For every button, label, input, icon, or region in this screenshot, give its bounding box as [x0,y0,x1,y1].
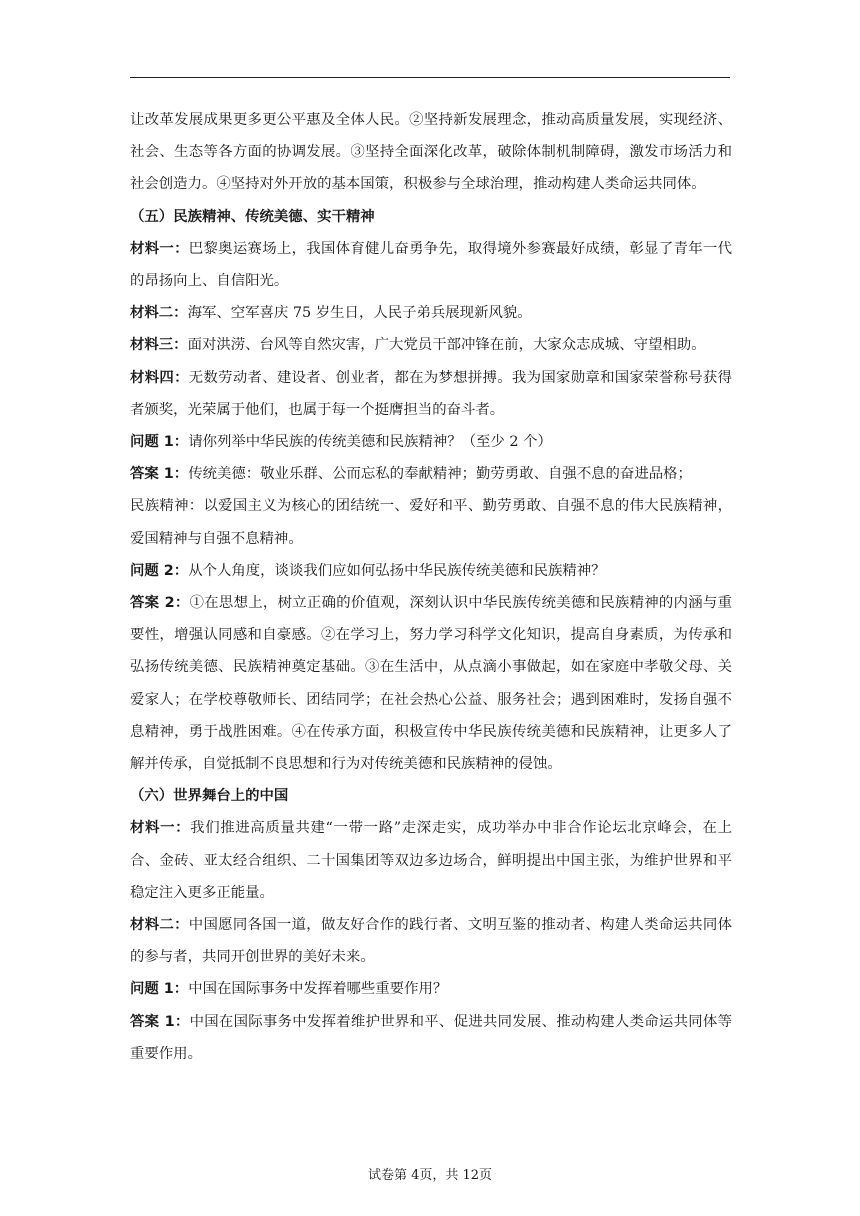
s5-question-1-label: 问题 1： [130,434,189,451]
s5-material-4-text: 无数劳动者、建设者、创业者，都在为梦想拼搏。我为国家勋章和国家荣誉称号获得者颁奖，光荣属于他们，也属于每一个挺膺担当的奋斗者。 [130,369,732,418]
s5-material-1 [130,233,732,297]
s5-answer-1-continued: 民族精神：以爱国主义为核心的团结统一、爱好和平、勤劳勇敢、自强不息的伟大民族精神，爱国精神与自强不息精神。 [130,498,732,547]
s5-question-2 [130,555,732,587]
page-footer: 试卷第 4页，共 12页 [367,1168,493,1183]
s5-material-4-label: 材料四： [130,369,189,386]
s5-material-4 [130,362,732,426]
s5-answer-1 [130,458,732,490]
s5-question-2-label: 问题 2： [130,562,189,579]
s6-material-2 [130,909,732,973]
header-rule [130,77,730,78]
section6-heading: （六）世界舞台上的中国 [130,788,289,805]
s5-answer-2-text: ①在思想上，树立正确的价值观，深刻认识中华民族传统美德和民族精神的内涵与重要性，增强认同感和自豪感。②在学习上，努力学习科学文化知识，提高自身素质，为传承和弘扬传统美德、民族精神奠定基础。③在生活中，从点滴小事做起，如在家庭中孝敬父母、关爱家人；在学校尊敬师长、团结同学；在社会热心公益、服务社会；遇到困难时，发扬自强不息精神，勇于战胜困难。④在传承方面，积极宣传中华民族传统美德和民族精神，让更多人了解并传承，自觉抵制不良思想和行为对传统美德和民族精神的侵蚀。 [130,595,732,773]
document-body [130,104,732,1070]
s5-material-2-label: 材料二： [130,305,188,322]
s5-material-2 [130,297,732,329]
s6-answer-1-text: 中国在国际事务中发挥着维护世界和平、促进共同发展、推动构建人类命运共同体等重要作用。 [130,1013,732,1062]
s5-answer-2-label: 答案 2： [130,595,190,612]
s5-answer-1-text: 传统美德：敬业乐群、公而忘私的奉献精神；勤劳勇敢、自强不息的奋进品格； [188,466,692,483]
s5-material-3-text: 面对洪涝、台风等自然灾害，广大党员干部冲锋在前，大家众志成城、守望相助。 [187,337,706,354]
s5-answer-1-label: 答案 1： [130,466,189,483]
s6-answer-1 [130,1006,732,1070]
s6-question-1 [130,973,732,1005]
s6-question-1-label: 问题 1： [130,981,189,998]
s5-material-3 [130,329,732,361]
s5-material-1-text: 巴黎奥运赛场上，我国体育健儿奋勇争先，取得境外参赛最好成绩，彰显了青年一代的昂扬向上、自信阳光。 [130,240,732,290]
s6-question-1-text: 中国在国际事务中发挥着哪些重要作用？ [188,981,448,998]
s5-question-1 [130,426,732,458]
s6-material-2-label: 材料二： [130,917,189,934]
intro-paragraph: 让改革发展成果更多更公平惠及全体人民。②坚持新发展理念，推动高质量发展，实现经济、社会、生态等各方面的协调发展。③坚持全面深化改革，破除体制机制障碍，激发市场活力和社会创造力。④坚持对外开放的基本国策，积极参与全球治理，推动构建人类命运共同体。 [130,112,732,193]
s5-question-2-text: 从个人角度，谈谈我们应如何弘扬中华民族传统美德和民族精神？ [188,562,606,579]
s5-question-1-text: 请你列举中华民族的传统美德和民族精神？（至少 2 个） [188,434,552,451]
s6-answer-1-label: 答案 1： [130,1013,190,1030]
section5-heading: （五）民族精神、传统美德、实干精神 [130,208,375,225]
s5-material-3-label: 材料三： [130,337,188,354]
s6-material-1-text: 我们推进高质量共建“一带一路”走深走实，成功举办中非合作论坛北京峰会，在上合、金砖、亚太经合组织、二十国集团等双边多边场合，鲜明提出中国主张，为维护世界和平稳定注入更多正能量。 [130,820,732,901]
s6-material-2-text: 中国愿同各国一道，做友好合作的践行者、文明互鉴的推动者、构建人类命运共同体的参与者，共同开创世界的美好未来。 [130,917,732,966]
s5-answer-2 [130,587,732,780]
s6-material-1 [130,812,732,909]
s5-material-1-label: 材料一： [130,240,189,257]
s5-material-2-text: 海军、空军喜庆 75 岁生日，人民子弟兵展现新风貌。 [187,305,532,322]
s6-material-1-label: 材料一： [130,820,191,837]
